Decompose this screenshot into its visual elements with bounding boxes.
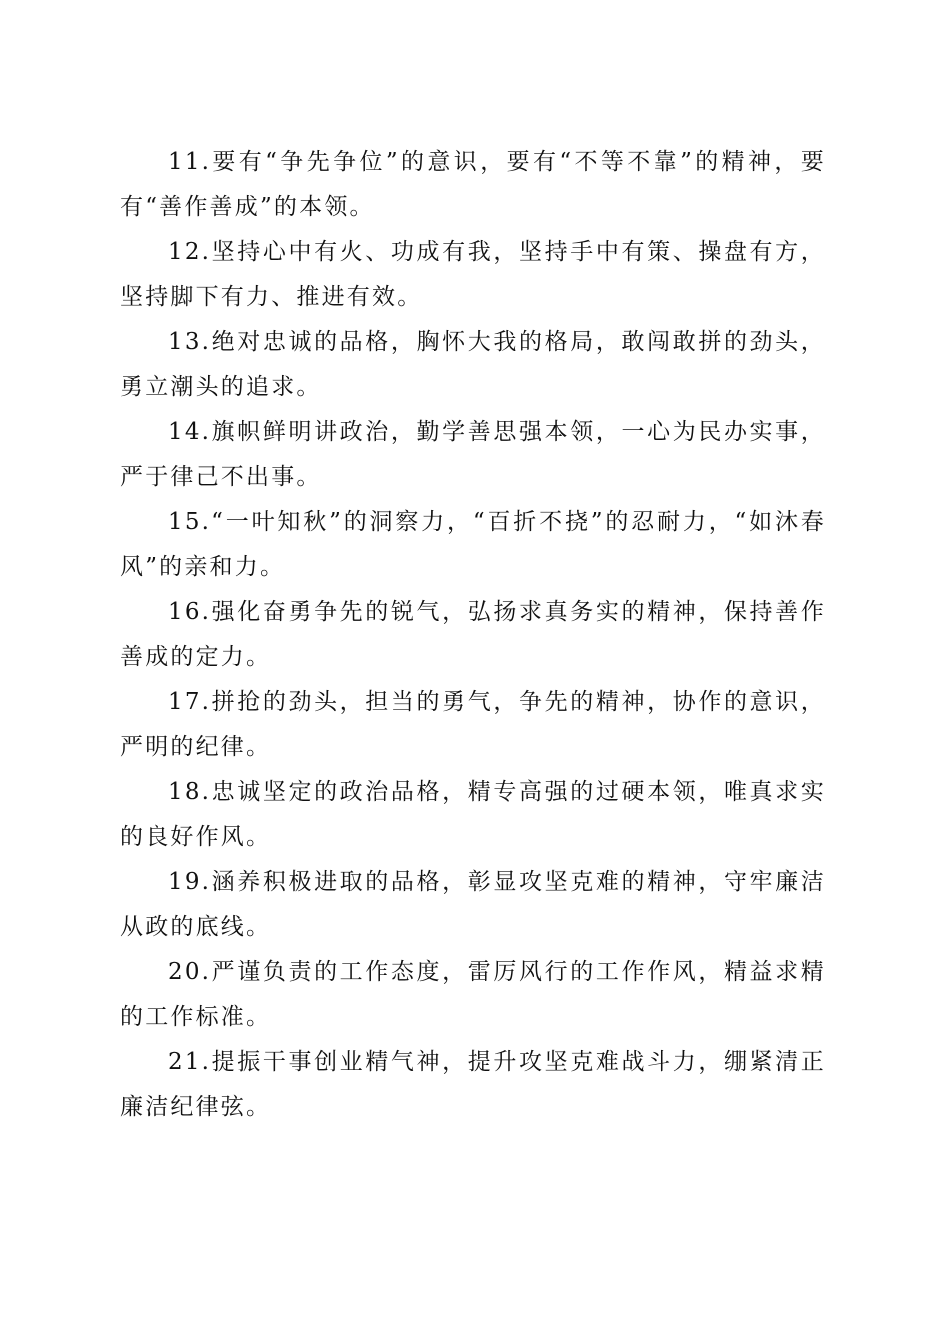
paragraph-15: 15.“一叶知秋”的洞察力，“百折不挠”的忍耐力，“如沐春风”的亲和力。 (120, 509, 826, 580)
paragraph-16: 16.强化奋勇争先的锐气，弘扬求真务实的精神，保持善作善成的定力。 (120, 599, 826, 670)
paragraph-12: 12.坚持心中有火、功成有我，坚持手中有策、操盘有方，坚持脚下有力、推进有效。 (120, 239, 826, 310)
paragraph-21: 21.提振干事创业精气神，提升攻坚克难战斗力，绷紧清正廉洁纪律弦。 (120, 1049, 826, 1120)
paragraph-17: 17.拼抢的劲头，担当的勇气，争先的精神，协作的意识，严明的纪律。 (120, 689, 826, 760)
document-body (120, 140, 826, 1130)
paragraph-18: 18.忠诚坚定的政治品格，精专高强的过硬本领，唯真求实的良好作风。 (120, 779, 826, 850)
paragraph-19: 19.涵养积极进取的品格，彰显攻坚克难的精神，守牢廉洁从政的底线。 (120, 869, 826, 940)
paragraph-20: 20.严谨负责的工作态度，雷厉风行的工作作风，精益求精的工作标准。 (120, 959, 826, 1030)
paragraph-13: 13.绝对忠诚的品格，胸怀大我的格局，敢闯敢拼的劲头，勇立潮头的追求。 (120, 329, 826, 400)
paragraph-11: 11.要有“争先争位”的意识，要有“不等不靠”的精神，要有“善作善成”的本领。 (120, 149, 826, 220)
paragraph-14: 14.旗帜鲜明讲政治，勤学善思强本领，一心为民办实事，严于律己不出事。 (120, 419, 826, 490)
